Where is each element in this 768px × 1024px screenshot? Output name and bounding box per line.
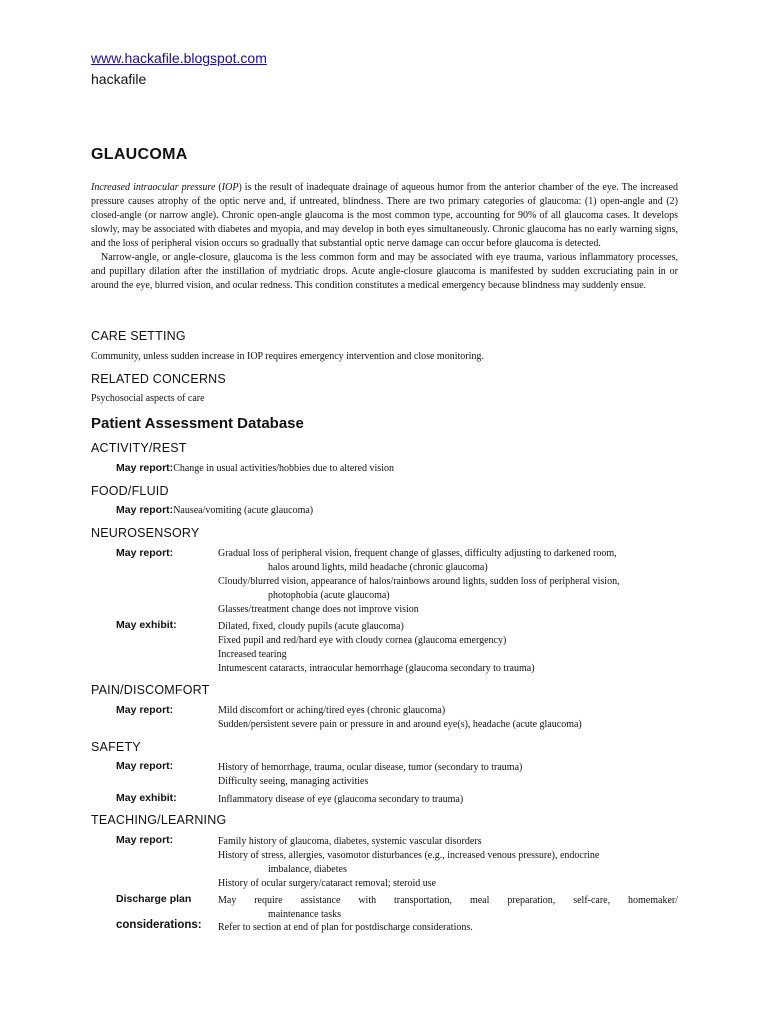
care-setting-text: Community, unless sudden increase in IOP requires emergency intervention and close monitoring. bbox=[91, 351, 484, 362]
related-concerns-text: Psychosocial aspects of care bbox=[91, 393, 205, 404]
discharge-label-2: considerations: bbox=[116, 919, 202, 931]
safety-exhibit-1: Inflammatory disease of eye (glaucoma secondary to trauma) bbox=[218, 794, 464, 805]
teaching-report-1: Family history of glaucoma, diabetes, systemic vascular disorders bbox=[218, 836, 482, 847]
intro-term: Increased intraocular pressure bbox=[91, 182, 216, 193]
activity-rest-heading: ACTIVITY/REST bbox=[91, 441, 187, 455]
discharge-1a: May require assistance with transportation, meal preparation, self-care, homemaker/ bbox=[218, 895, 678, 906]
pain-report-2: Sudden/persistent severe pain or pressure in and around eye(s), headache (acute glaucoma) bbox=[218, 719, 582, 730]
teaching-report-3: History of ocular surgery/cataract removal; steroid use bbox=[218, 878, 437, 889]
activity-rest-label: May report: bbox=[116, 462, 174, 474]
teaching-report-2b: imbalance, diabetes bbox=[268, 864, 347, 875]
safety-report-label: May report: bbox=[116, 760, 174, 772]
neurosensory-exhibit-2: Fixed pupil and red/hard eye with cloudy cornea (glaucoma emergency) bbox=[218, 635, 507, 646]
neurosensory-exhibit-4: Intumescent cataracts, intraocular hemorrhage (glaucoma secondary to trauma) bbox=[218, 663, 535, 674]
teaching-report-label: May report: bbox=[116, 834, 174, 846]
neurosensory-heading: NEUROSENSORY bbox=[91, 526, 200, 540]
safety-report-1: History of hemorrhage, trauma, ocular disease, tumor (secondary to trauma) bbox=[218, 762, 523, 773]
food-fluid-row bbox=[116, 504, 313, 516]
safety-exhibit-label: May exhibit: bbox=[116, 792, 177, 804]
safety-report-2: Difficulty seeing, managing activities bbox=[218, 776, 369, 787]
neurosensory-exhibit-3: Increased tearing bbox=[218, 649, 287, 660]
discharge-2: Refer to section at end of plan for postdischarge considerations. bbox=[218, 922, 473, 933]
activity-rest-row bbox=[116, 462, 394, 474]
intro-p2: Narrow-angle, or angle-closure, glaucoma is the less common form and may be associated with eye trauma, various inflammatory processes, and pupillary dilation after the instillation of mydriatic drops. Acute angle-closure glaucoma is manifested by sudden excruciating pain in or around the eye, blurred vision, and ocular redness. This condition constitutes a medical emergency because blindness may suddenly ensue. bbox=[91, 252, 678, 291]
pain-report-label: May report: bbox=[116, 704, 174, 716]
pain-report-1: Mild discomfort or aching/tired eyes (chronic glaucoma) bbox=[218, 705, 446, 716]
neurosensory-report-label: May report: bbox=[116, 547, 174, 559]
intro-abbr: IOP bbox=[221, 182, 239, 193]
neurosensory-exhibit-1: Dilated, fixed, cloudy pupils (acute glaucoma) bbox=[218, 621, 404, 632]
teaching-report-2a: History of stress, allergies, vasomotor disturbances (e.g., increased venous pressure), endocrine bbox=[218, 850, 600, 861]
site-name: hackafile bbox=[91, 71, 147, 87]
food-fluid-label: May report: bbox=[116, 504, 174, 516]
safety-heading: SAFETY bbox=[91, 740, 141, 754]
neurosensory-report-1b: halos around lights, mild headache (chronic glaucoma) bbox=[268, 562, 488, 573]
teaching-heading: TEACHING/LEARNING bbox=[91, 813, 227, 827]
neurosensory-report-1a: Gradual loss of peripheral vision, frequent change of glasses, difficulty adjusting to darkened room, bbox=[218, 548, 617, 559]
neurosensory-report-3: Glasses/treatment change does not improve vision bbox=[218, 604, 419, 615]
neurosensory-report-2a: Cloudy/blurred vision, appearance of halos/rainbows around lights, sudden loss of peripheral vision, bbox=[218, 576, 620, 587]
page-title: GLAUCOMA bbox=[91, 146, 188, 163]
discharge-1b: maintenance tasks bbox=[268, 909, 342, 920]
neurosensory-report-2b: photophobia (acute glaucoma) bbox=[268, 590, 390, 601]
database-title: Patient Assessment Database bbox=[91, 415, 304, 432]
care-setting-heading: CARE SETTING bbox=[91, 329, 186, 343]
food-fluid-heading: FOOD/FLUID bbox=[91, 484, 169, 498]
related-concerns-heading: RELATED CONCERNS bbox=[91, 372, 226, 386]
intro-p1: ) is the result of inadequate drainage of aqueous humor from the anterior chamber of the eye. The increased pressure causes atrophy of the optic nerve and, if untreated, blindness. There are two primary categories of glaucoma: (1) open-angle and (2) closed-angle (or narrow angle). Chronic open-angle glaucoma is the most common type, accounting for 90% of all glaucoma cases. It develops slowly, may be associated with diabetes and myopia, and may develop in both eyes simultaneously. Chronic glaucoma has no early warning signs, and the loss of peripheral vision occurs so gradually that substantial optic nerve damage can occur before glaucoma is detected. bbox=[91, 182, 678, 249]
activity-rest-text: Change in usual activities/hobbies due to altered vision bbox=[173, 463, 394, 474]
discharge-label-1: Discharge plan bbox=[116, 893, 192, 905]
pain-heading: PAIN/DISCOMFORT bbox=[91, 683, 210, 697]
food-fluid-text: Nausea/vomiting (acute glaucoma) bbox=[173, 505, 314, 516]
neurosensory-exhibit-label: May exhibit: bbox=[116, 619, 177, 631]
intro-text: Increased intraocular pressure (IOP) is the result of inadequate drainage of aqueous humor from the anterior chamber of the eye. The increased pressure causes atrophy of the optic nerve and, if untreated, blindness. There are two primary categories of glaucoma: (1) open-angle and (2) closed-angle (or narrow angle). Chronic open-angle glaucoma is the most common type, accounting for 90% of all glaucoma cases. It develops slowly, may be associated with diabetes and myopia, and may develop in both eyes simultaneously. Chronic glaucoma has no early warning signs, and the loss of peripheral vision occurs so gradually that substantial optic nerve damage can occur before glaucoma is detected. Narrow-angle, or angle-closure, glaucoma is the less common form and may be associated with eye trauma, various inflammatory processes, and pupillary dilation after the instillation of mydriatic drops. Acute angle-closure glaucoma is manifested by sudden excruciating pain in or around the eye, blurred vision, and ocular redness. This condition constitutes a medical emergency because blindness may suddenly ensue. bbox=[91, 182, 678, 291]
blog-link[interactable]: www.hackafile.blogspot.com bbox=[91, 50, 267, 66]
